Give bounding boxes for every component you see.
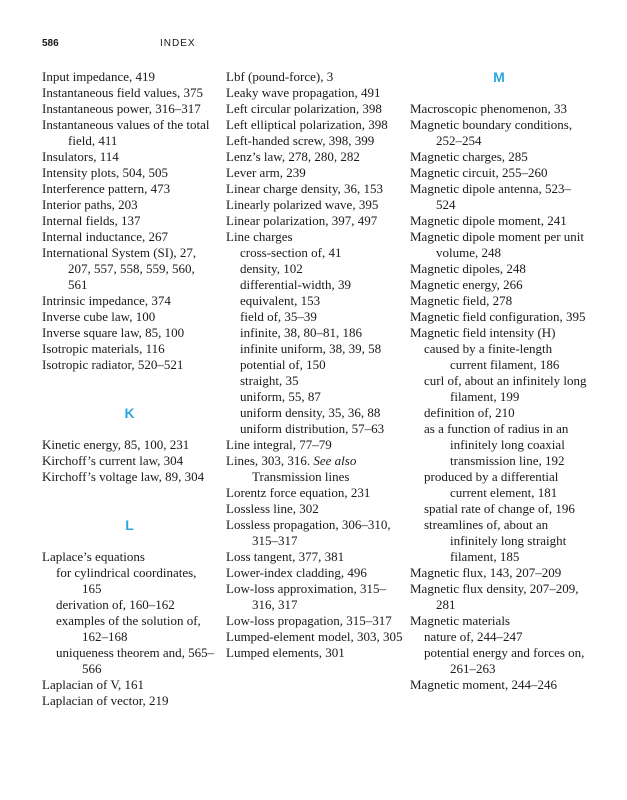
index-entry: Instantaneous power, 316–317: [42, 101, 201, 116]
index-entry: Left elliptical polarization, 398: [226, 117, 388, 132]
index-entry: Laplacian of vector, 219: [42, 693, 169, 708]
index-entry: Magnetic field intensity (H): [410, 325, 556, 340]
index-entry: Laplace’s equations: [42, 549, 145, 564]
spacer: [42, 501, 217, 517]
spacer: [42, 533, 217, 549]
index-entry: Lumped elements, 301: [226, 645, 345, 660]
index-entry: Inverse square law, 85, 100: [42, 325, 185, 340]
index-entry: Line charges: [226, 229, 293, 244]
index-entry: Lbf (pound-force), 3: [226, 69, 334, 84]
index-subentry: cross-section of, 41: [240, 245, 342, 260]
index-entry: [226, 453, 404, 485]
index-subentry: equivalent, 153: [240, 293, 321, 308]
index-column-1: [42, 69, 217, 709]
see-also-ref: See also: [313, 453, 357, 468]
index-entry: Linear polarization, 397, 497: [226, 213, 378, 228]
index-subentry: field of, 35–39: [240, 309, 317, 324]
index-subentry: infinite, 38, 80–81, 186: [240, 325, 363, 340]
index-entry: Kinetic energy, 85, 100, 231: [42, 437, 190, 452]
index-subentry: differential-width, 39: [240, 277, 351, 292]
section-letter-m: M: [493, 69, 505, 85]
index-entry: Instantaneous field values, 375: [42, 85, 204, 100]
index-entry: International System (SI), 27, 207, 557, 558, 559, 560, 561: [42, 245, 197, 292]
spacer: [42, 373, 217, 389]
index-entry: Isotropic materials, 116: [42, 341, 165, 356]
spacer: [42, 389, 217, 405]
index-entry: Magnetic flux, 143, 207–209: [410, 565, 562, 580]
index-subentry: definition of, 210: [424, 405, 515, 420]
index-subentry: caused by a finite-length current filament, 186: [424, 341, 560, 372]
section-letter-l: L: [125, 517, 134, 533]
index-entry: Interference pattern, 473: [42, 181, 171, 196]
index-entry: Linear charge density, 36, 153: [226, 181, 384, 196]
index-entry: Magnetic energy, 266: [410, 277, 523, 292]
index-entry: Lumped-element model, 303, 305: [226, 629, 403, 644]
index-subentry: derivation of, 160–162: [56, 597, 175, 612]
index-entry: Kirchoff’s voltage law, 89, 304: [42, 469, 205, 484]
index-entry: Magnetic boundary conditions, 252–254: [410, 117, 573, 148]
index-entry: Lossless line, 302: [226, 501, 319, 516]
index-entry: Insulators, 114: [42, 149, 119, 164]
index-entry: Intensity plots, 504, 505: [42, 165, 169, 180]
index-entry: Instantaneous values of the total field, 411: [42, 117, 210, 148]
index-entry: Magnetic dipole antenna, 523–524: [410, 181, 572, 212]
index-entry: Linearly polarized wave, 395: [226, 197, 379, 212]
index-entry: Magnetic moment, 244–246: [410, 677, 557, 692]
spacer: [42, 421, 217, 437]
index-subentry: produced by a differential current element, 181: [424, 469, 559, 500]
index-entry: Low-loss approximation, 315–316, 317: [226, 581, 386, 612]
entry-text: Transmission lines: [252, 469, 350, 484]
page-number: 586: [42, 38, 59, 49]
index-entry: Low-loss propagation, 315–317: [226, 613, 392, 628]
index-subentry: uniform distribution, 57–63: [240, 421, 385, 436]
index-subentry: uniqueness theorem and, 565–566: [56, 645, 215, 676]
index-entry: Magnetic charges, 285: [410, 149, 528, 164]
spacer: [42, 485, 217, 501]
index-entry: Isotropic radiator, 520–521: [42, 357, 184, 372]
index-entry: Magnetic dipoles, 248: [410, 261, 526, 276]
index-subentry: spatial rate of change of, 196: [424, 501, 575, 516]
index-entry: Lossless propagation, 306–310, 315–317: [226, 517, 391, 548]
index-entry: Line integral, 77–79: [226, 437, 332, 452]
index-subentry: uniform density, 35, 36, 88: [240, 405, 381, 420]
index-entry: Interior paths, 203: [42, 197, 138, 212]
index-subentry: streamlines of, about an infinitely long straight filament, 185: [424, 517, 567, 564]
index-entry: Magnetic dipole moment per unit volume, 248: [410, 229, 585, 260]
index-entry: Loss tangent, 377, 381: [226, 549, 345, 564]
page-header: [42, 38, 196, 49]
index-subentry: density, 102: [240, 261, 303, 276]
running-title: INDEX: [160, 38, 196, 49]
index-entry: Lever arm, 239: [226, 165, 306, 180]
index-entry: Intrinsic impedance, 374: [42, 293, 171, 308]
index-entry: Left circular polarization, 398: [226, 101, 382, 116]
index-subentry: curl of, about an infinitely long filament, 199: [424, 373, 587, 404]
index-entry: Kirchoff’s current law, 304: [42, 453, 184, 468]
index-entry: Left-handed screw, 398, 399: [226, 133, 375, 148]
index-entry: Magnetic field, 278: [410, 293, 513, 308]
index-subentry: potential energy and forces on, 261–263: [424, 645, 585, 676]
index-subentry: as a function of radius in an infinitely long coaxial transmission line, 192: [424, 421, 569, 468]
index-subentry: infinite uniform, 38, 39, 58: [240, 341, 382, 356]
entry-text: Lines, 303, 316.: [226, 453, 314, 468]
index-subentry: examples of the solution of, 162–168: [56, 613, 201, 644]
index-entry: Inverse cube law, 100: [42, 309, 156, 324]
index-column-3: [410, 69, 588, 693]
index-entry: Laplacian of V, 161: [42, 677, 145, 692]
index-entry: Lorentz force equation, 231: [226, 485, 371, 500]
index-entry: Internal fields, 137: [42, 213, 141, 228]
index-subentry: straight, 35: [240, 373, 299, 388]
index-entry: Magnetic flux density, 207–209, 281: [410, 581, 579, 612]
index-entry: Lenz’s law, 278, 280, 282: [226, 149, 360, 164]
index-entry: Magnetic materials: [410, 613, 510, 628]
section-letter-k: K: [124, 405, 135, 421]
index-subentry: uniform, 55, 87: [240, 389, 321, 404]
index-entry: Magnetic dipole moment, 241: [410, 213, 567, 228]
index-column-2: [226, 69, 404, 661]
index-subentry: potential of, 150: [240, 357, 326, 372]
index-subentry: nature of, 244–247: [424, 629, 523, 644]
index-entry: Magnetic circuit, 255–260: [410, 165, 548, 180]
index-entry: Macroscopic phenomenon, 33: [410, 101, 568, 116]
spacer: [410, 85, 588, 101]
index-entry: Magnetic field configuration, 395: [410, 309, 586, 324]
index-entry: Lower-index cladding, 496: [226, 565, 367, 580]
index-entry: Internal inductance, 267: [42, 229, 168, 244]
index-entry: Leaky wave propagation, 491: [226, 85, 381, 100]
index-entry: Input impedance, 419: [42, 69, 155, 84]
index-subentry: for cylindrical coordinates, 165: [56, 565, 197, 596]
